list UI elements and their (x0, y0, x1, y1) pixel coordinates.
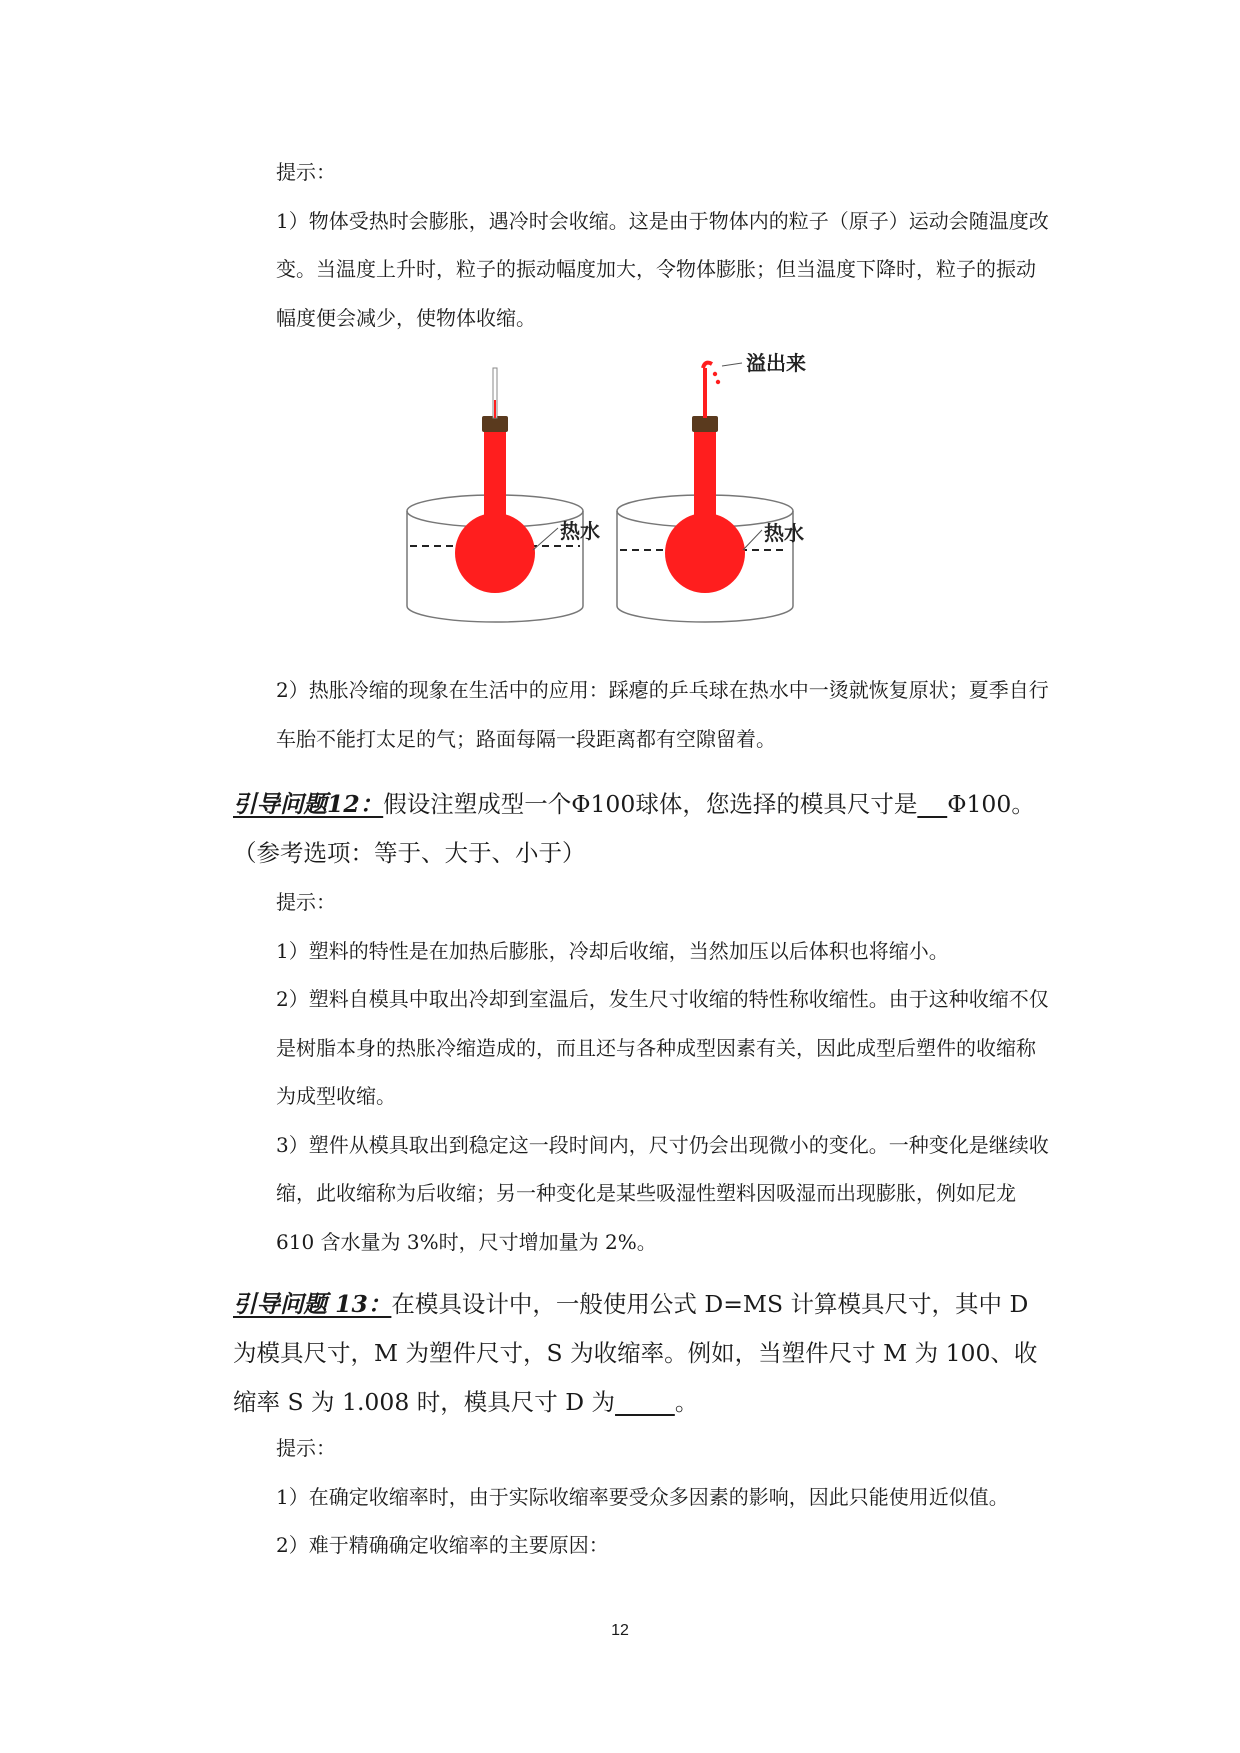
overflow-label: 溢出来 (746, 351, 806, 375)
overflow-drop (713, 372, 717, 376)
question-12-label: 引导问题12： (233, 790, 384, 818)
hint-item-1: 1）在确定收缩率时，由于实际收缩率要受众多因素的影响，因此只能使用近似值。 (276, 1484, 1009, 1509)
question-13-text-after: 。 (674, 1388, 699, 1416)
question-13-text: 在模具设计中，一般使用公式 D=MS 计算模具尺寸，其中 D 为模具尺寸，M 为塑件尺寸，S 为收缩率。例如，当塑件尺寸 M 为 100、收缩率 S 为 1.008 时，模具尺寸 D 为 (233, 1290, 1038, 1416)
question-13-blank[interactable] (615, 1388, 675, 1416)
hint-item-2: 2）塑料自模具中取出冷却到室温后，发生尺寸收缩的特性称收缩性。由于这种收缩不仅是树脂本身的热胀冷缩造成的，而且还与各种成型因素有关，因此成型后塑件的收缩称为成型收缩。 (276, 987, 1049, 1108)
question-12-text-after: Φ100。 (947, 790, 1035, 818)
question-13 (233, 1280, 1053, 1427)
hint-item-1: 1）物体受热时会膨胀，遇冷时会收缩。这是由于物体内的粒子（原子）运动会随温度改变。当温度上升时，粒子的振动幅度加大，令物体膨胀；但当温度下降时，粒子的振动幅度便会减少，使物体收缩。 (276, 208, 1049, 330)
question-12-text: 假设注塑成型一个Φ100球体，您选择的模具尺寸是 (383, 790, 918, 818)
right-flask-bulb (665, 513, 745, 593)
hint-item-2: 2）难于精确确定收缩率的主要原因： (276, 1533, 609, 1557)
hint-section-thermal (276, 148, 1052, 342)
hint-label: 提示： (276, 160, 336, 184)
question-13-hints (276, 1424, 1052, 1570)
page-number: 12 (611, 1622, 629, 1639)
hint-item-3: 3）塑件从模具取出到稳定这一段时间内，尺寸仍会出现微小的变化。一种变化是继续收缩，此收缩称为后收缩；另一种变化是某些吸湿性塑料因吸湿而出现膨胀，例如尼龙 610 含水量为 3%时，尺寸增加量为 2%。 (276, 1132, 1049, 1254)
right-apparatus (617, 351, 806, 622)
hot-water-label-right: 热水 (764, 521, 804, 545)
left-flask-bulb (455, 513, 535, 593)
question-12-blank[interactable] (917, 790, 947, 818)
hint-item-2: 2）热胀冷缩的现象在生活中的应用：踩瘪的乒乓球在热水中一烫就恢复原状；夏季自行车胎不能打太足的气；路面每隔一段距离都有空隙留着。 (276, 678, 1049, 751)
hint-item-2-block (276, 666, 1052, 763)
question-12-options: （参考选项：等于、大于、小于） (233, 839, 586, 867)
hot-water-label-left: 热水 (560, 519, 600, 543)
right-glass-tube-liquid (703, 368, 707, 418)
question-12 (233, 780, 1053, 878)
hint-label: 提示： (276, 1436, 336, 1460)
question-13-label: 引导问题 13： (233, 1290, 392, 1318)
hint-label: 提示： (276, 890, 336, 914)
right-cork (692, 416, 718, 432)
question-12-hints (276, 878, 1052, 1266)
thermal-expansion-figure (400, 351, 860, 628)
hint-item-1: 1）塑料的特性是在加热后膨胀，冷却后收缩，当然加压以后体积也将缩小。 (276, 938, 949, 963)
left-apparatus (407, 368, 600, 622)
